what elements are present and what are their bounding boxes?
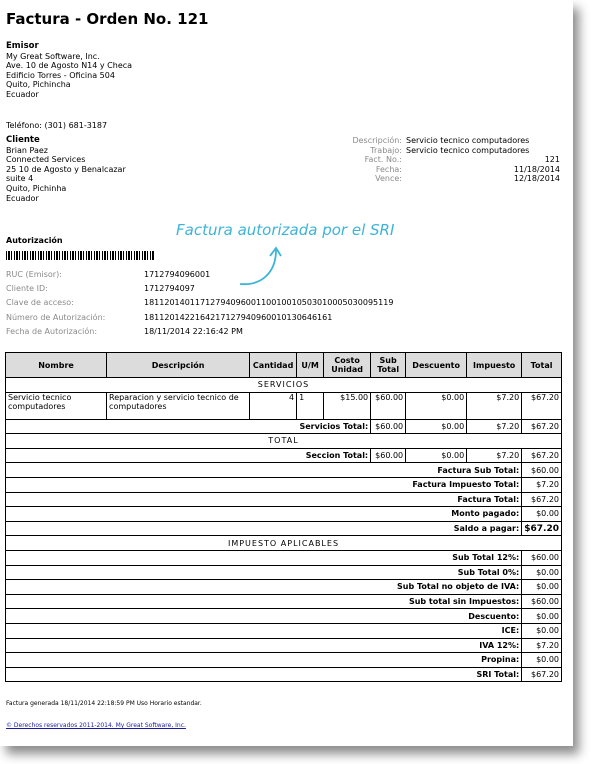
col-header: Impuesto <box>467 353 522 378</box>
info-row <box>330 146 560 156</box>
cell-subtotal: $60.00 <box>371 392 406 419</box>
info-row <box>330 136 560 146</box>
tax-value: $0.00 <box>522 623 562 638</box>
info-label: Trabajo: <box>370 145 402 155</box>
cell-descuento: $0.00 <box>406 392 467 419</box>
autorizacion-heading: Autorización <box>6 236 63 245</box>
auth-label: Número de Autorización: <box>6 312 106 322</box>
col-header: U/M <box>297 353 324 378</box>
tax-row <box>6 565 562 580</box>
tax-label: Sub Total 12%: <box>6 550 522 565</box>
seccion-impuesto: $7.20 <box>467 448 522 463</box>
summary-value: $0.00 <box>522 507 562 522</box>
page-title: Factura - Orden No. 121 <box>6 10 209 28</box>
info-label: Vence: <box>375 174 402 184</box>
auth-row <box>6 311 393 325</box>
servicios-descuento: $0.00 <box>406 419 467 434</box>
auth-label: Fecha de Autorización: <box>6 326 98 336</box>
cliente-line: suite 4 <box>6 174 34 184</box>
tax-label: Sub Total no objeto de IVA: <box>6 580 522 595</box>
info-value: 12/18/2014 <box>513 174 560 184</box>
servicios-total-label: Servicios Total: <box>6 419 371 434</box>
tax-row <box>6 550 562 565</box>
barcode <box>6 251 154 260</box>
info-row <box>330 174 560 184</box>
tax-row <box>6 623 562 638</box>
servicios-subtotal: $60.00 <box>371 419 406 434</box>
cliente-line: Connected Services <box>6 155 86 165</box>
emisor-line: Ecuador <box>6 89 39 99</box>
summary-row <box>6 477 562 492</box>
summary-label: Monto pagado: <box>6 507 522 522</box>
col-header: Nombre <box>6 353 107 378</box>
cell-impuesto: $7.20 <box>467 392 522 419</box>
auth-value: 18/11/2014 22:16:42 PM <box>144 326 243 336</box>
tax-value: $67.20 <box>522 667 562 682</box>
emisor-block <box>6 42 132 100</box>
table-header-row <box>6 353 562 378</box>
cliente-heading: Cliente <box>6 135 40 145</box>
emisor-line: Edificio Torres - Oficina 504 <box>6 70 115 80</box>
auth-value: 1811201422164217127940960010130646161 <box>144 312 333 322</box>
auth-value: 1811201401171279409600110010010503010005030095119 <box>144 298 394 308</box>
section-label: TOTAL <box>6 434 562 449</box>
auth-label: Clave de acceso: <box>6 298 74 308</box>
tax-row <box>6 580 562 595</box>
auth-label: RUC (Emisor): <box>6 270 62 279</box>
seccion-total-row <box>6 448 562 463</box>
cell-um: 1 <box>297 392 324 419</box>
servicios-total-row <box>6 419 562 434</box>
servicios-impuesto: $7.20 <box>467 419 522 434</box>
tax-label: ICE: <box>6 623 522 638</box>
generated-note: Factura generada 18/11/2014 22:18:59 PM Uso Horario estandar. <box>6 700 202 707</box>
auth-row <box>6 325 393 339</box>
summary-row <box>6 492 562 507</box>
cliente-line: Ecuador <box>6 193 39 203</box>
auth-row <box>6 268 393 282</box>
tax-row <box>6 594 562 609</box>
tax-value: $7.20 <box>522 638 562 653</box>
info-label: Descripción: <box>352 136 402 145</box>
section-label: SERVICIOS <box>6 378 562 393</box>
info-label: Fecha: <box>375 164 402 174</box>
info-value: 121 <box>544 155 560 165</box>
auth-row <box>6 282 393 296</box>
cell-cantidad: 4 <box>250 392 297 419</box>
cell-nombre: Servicio tecnico computadores <box>6 392 107 419</box>
tax-row <box>6 653 562 668</box>
auth-value: 1712794096001 <box>144 270 211 279</box>
summary-row <box>6 507 562 522</box>
info-value: Servicio tecnico computadores <box>406 145 530 155</box>
section-row <box>6 536 562 551</box>
sri-annotation: Factura autorizada por el SRI <box>176 221 395 239</box>
emisor-line: Quito, Pichincha <box>6 80 71 90</box>
seccion-subtotal: $60.00 <box>371 448 406 463</box>
auth-label: Cliente ID: <box>6 284 48 294</box>
cliente-line: Brian Paez <box>6 145 49 155</box>
autorizacion-block <box>6 268 393 339</box>
summary-label: Factura Total: <box>6 492 522 507</box>
tax-row <box>6 667 562 682</box>
emisor-line: Ave. 10 de Agosto N14 y Checa <box>6 61 133 71</box>
col-header: Total <box>522 353 562 378</box>
summary-value: $60.00 <box>522 463 562 478</box>
tax-label: Propina: <box>6 653 522 668</box>
info-value: Servicio tecnico computadores <box>406 136 530 145</box>
summary-label: Factura Impuesto Total: <box>6 477 522 492</box>
tax-label: Descuento: <box>6 609 522 624</box>
col-header: Cantidad <box>250 353 297 378</box>
col-header: Descripción <box>107 353 250 378</box>
section-row <box>6 378 562 393</box>
invoice-info <box>330 136 560 184</box>
emisor-phone: Teléfono: (301) 681-3187 <box>6 121 108 130</box>
servicios-total: $67.20 <box>522 419 562 434</box>
info-row <box>330 165 560 175</box>
summary-row <box>6 463 562 478</box>
cell-total: $67.20 <box>522 392 562 419</box>
cliente-line: Quito, Pichinha <box>6 183 67 193</box>
cell-costo: $15.00 <box>324 392 371 419</box>
summary-value: $67.20 <box>522 492 562 507</box>
seccion-total: $67.20 <box>522 448 562 463</box>
info-value: 11/18/2014 <box>513 164 560 174</box>
summary-value: $7.20 <box>522 477 562 492</box>
tax-label: IVA 12%: <box>6 638 522 653</box>
emisor-line: My Great Software, Inc. <box>6 51 100 61</box>
col-header: Sub Total <box>371 353 406 378</box>
info-row <box>330 155 560 165</box>
tax-label: Sub total sin Impuestos: <box>6 594 522 609</box>
tax-value: $60.00 <box>522 550 562 565</box>
cliente-line: 25 10 de Agosto y Benalcazar <box>6 164 126 174</box>
tax-value: $0.00 <box>522 565 562 580</box>
tax-value: $0.00 <box>522 609 562 624</box>
col-header: Costo Unidad <box>324 353 371 378</box>
section-label: IMPUESTO APLICABLES <box>6 536 562 551</box>
emisor-heading: Emisor <box>6 41 39 51</box>
auth-row <box>6 296 393 310</box>
summary-row <box>6 521 562 536</box>
cell-descripcion: Reparacion y servicio tecnico de computadores <box>107 392 250 419</box>
invoice-table <box>5 352 562 682</box>
tax-value: $0.00 <box>522 580 562 595</box>
summary-value: $67.20 <box>522 521 562 536</box>
tax-row <box>6 638 562 653</box>
cliente-block <box>6 136 126 203</box>
seccion-descuento: $0.00 <box>406 448 467 463</box>
tax-value: $60.00 <box>522 594 562 609</box>
tax-label: SRI Total: <box>6 667 522 682</box>
col-header: Descuento <box>406 353 467 378</box>
tax-value: $0.00 <box>522 653 562 668</box>
tax-label: Sub Total 0%: <box>6 565 522 580</box>
tax-row <box>6 609 562 624</box>
info-label: Fact. No.: <box>364 155 402 165</box>
seccion-total-label: Seccion Total: <box>6 448 371 463</box>
table-row <box>6 392 562 419</box>
auth-value: 1712794097 <box>144 284 195 294</box>
section-row <box>6 434 562 449</box>
copyright-link[interactable]: © Derechos reservados 2011-2014. My Great Software, Inc. <box>6 722 186 729</box>
summary-label: Saldo a pagar: <box>6 521 522 536</box>
summary-label: Factura Sub Total: <box>6 463 522 478</box>
